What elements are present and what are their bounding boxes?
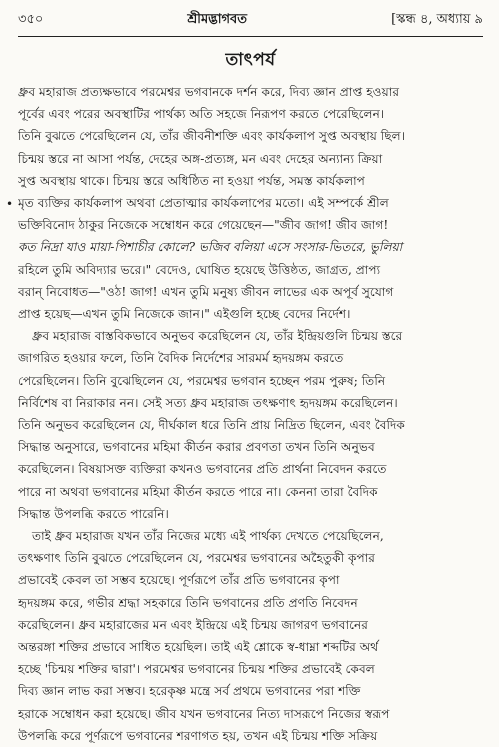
text-line: ধ্রুব মহারাজ প্রত্যক্ষভাবে পরমেশ্বর ভগবানকে দর্শন করে, দিব্য জ্ঞান প্রাপ্ত হওয়ার (18, 85, 400, 99)
text-line: পেরেছিলেন। তিনি বুঝেছিলেন যে, পরমেশ্বর ভগবান হচ্ছেন পরম পুরুষ; তিনি (18, 373, 386, 388)
text-line: প্রাপ্ত হয়েছ—এখন তুমি নিজেকে জান।" এইগুলি হচ্ছে বেদের নির্দেশ। (18, 307, 351, 322)
margin-mark: • (6, 197, 14, 211)
text-line: জাগরিত হওয়ার ফলে, তিনি বৈদিক নির্দেশের সারমর্ম হৃদয়ঙ্গম করতে (18, 351, 344, 366)
text-line: প্রভাবেই কেবল তা সম্ভব হয়েছে। পূর্ণরূপে তাঁর প্রতি ভগবানের কৃপা (18, 573, 340, 588)
page-number: ৩৫০ (18, 12, 44, 27)
text-line: তৎক্ষণাৎ তিনি বুঝতে পেরেছিলেন যে, পরমেশ্বর ভগবানের অহৈতুকী কৃপার (18, 551, 376, 566)
text-line: ধ্রুব মহারাজ বাস্তবিকভাবে অনুভব করেছিলেন যে, তাঁর ইন্দ্রিয়গুলি চিন্ময় স্তরে (32, 329, 403, 344)
purport-body (18, 81, 483, 747)
text-line: সিদ্ধান্ত উপলব্ধি করতে পারেনি। (18, 506, 169, 521)
section-reference: [স্কন্ধ ৪, অধ্যায় ৯ (391, 12, 483, 27)
paragraph-1 (18, 81, 483, 325)
text-line: দিব্য জ্ঞান লাভ করা সম্ভব। হরেকৃষ্ণ মন্ত্রে সর্ব প্রথমে ভগবানের পরা শক্তি (18, 684, 361, 699)
running-header (18, 0, 483, 37)
text-line: বরান্‌ নিবোধত—"ওঠ! জাগ! এখন তুমি মনুষ্য জীবন লাভের এক অপূর্ব সুযোগ (18, 284, 394, 299)
text-line: কত নিদ্রা যাও মায়া-পিশাচীর কোলে? ভজিব বলিয়া এসে সংসার-ভিতরে, ভুলিয়া (18, 240, 403, 255)
text-line: হৃদয়ঙ্গম করে, গভীর শ্রদ্ধা সহকারে তিনি ভগবানের প্রতি প্রণতি নিবেদন (18, 595, 358, 610)
text-line: তাই ধ্রুব মহারাজ যখন তাঁর নিজের মধ্যে এই পার্থক্য দেখতে পেয়েছিলেন, (32, 529, 384, 544)
text-line: পারে না অথবা ভগবানের মহিমা কীর্তন করতে পারে না। কেননা তারা বৈদিক (18, 484, 378, 499)
book-title: শ্রীমদ্ভাগবত (187, 12, 248, 27)
section-title: তাৎপর্য (225, 50, 276, 70)
text-line: মৃত ব্যক্তির কার্যকলাপ অথবা প্রেতাত্মার কার্যকলাপের মতো। এই সম্পর্কে শ্রীল (18, 196, 389, 211)
text-line: রহিলে তুমি অবিদ্যার ভরে।" বেদেও, ঘোষিত হয়েছে উত্তিষ্ঠত, জাগ্রত, প্রাপ্য (18, 262, 381, 277)
text-line: তিনি বুঝতে পেরেছিলেন যে, তাঁর জীবনীশক্তি এবং কার্যকলাপ সুপ্ত অবস্থায় ছিল। (18, 129, 406, 144)
paragraph-3 (18, 525, 483, 747)
text-line: সুপ্ত অবস্থায় থাকে। চিন্ময় স্তরে অধিষ্ঠিত না হওয়া পর্যন্ত, সমস্ত কার্যকলাপ (18, 173, 365, 188)
text-line: করেছিলেন। বিষয়াসক্ত ব্যক্তিরা কখনও ভগবানের প্রতি প্রার্থনা নিবেদন করতে (18, 462, 387, 477)
text-line: হচ্ছে 'চিন্ময় শক্তির দ্বারা'। পরমেশ্বর ভগবানের চিন্ময় শক্তির প্রভাবেই কেবল (18, 662, 375, 677)
text-line: চিন্ময় স্তরে না আসা পর্যন্ত, দেহের অঙ্গ-প্রত্যঙ্গ, মন এবং দেহের অন্যান্য ক্রিয়া (18, 151, 383, 166)
text-line: অন্তরঙ্গা শক্তির প্রভাবে সাধিত হয়েছিল। তাই এই শ্লোকে স্ব-ধাম্না শব্দটির অর্থ (18, 640, 379, 655)
text-line: হরাকে সম্বোধন করা হয়েছে। জীব যখন ভগবানের নিত্য দাসরূপে নিজের স্বরূপ (18, 706, 390, 721)
text-line: করেছিলেন। ধ্রুব মহারাজের মন এবং ইন্দ্রিয়ে এই চিন্ময় জাগরণ ভগবানের (18, 617, 368, 632)
text-line: সিদ্ধান্ত অনুসারে, ভগবানের মহিমা কীর্তন করার প্রবণতা তখন তিনি অনুভব (18, 440, 375, 455)
text-line: ভক্তিবিনোদ ঠাকুর নিজেকে সম্বোধন করে গেয়েছেন—"জীব জাগ! জীব জাগ! (18, 218, 389, 233)
text-line: পূর্বের এবং পরের অবস্থাটির পার্থক্য অতি সহজে নিরূপণ করতে পেরেছিলেন। (18, 107, 385, 122)
paragraph-2 (18, 325, 483, 525)
text-line: উপলব্ধি করে পূর্ণরূপে ভগবানের শরণাগত হয়, তখন এই চিন্ময় শক্তি সক্রিয় (18, 728, 378, 743)
text-line: তিনি অনুভব করেছিলেন যে, দীর্ঘকাল ধরে তিনি প্রায় নিদ্রিত ছিলেন, এবং বৈদিক (18, 418, 405, 433)
text-line: নির্বিশেষ বা নিরাকার নন। সেই সত্য ধ্রুব মহারাজ তৎক্ষণাৎ হৃদয়ঙ্গম করেছিলেন। (18, 395, 398, 410)
